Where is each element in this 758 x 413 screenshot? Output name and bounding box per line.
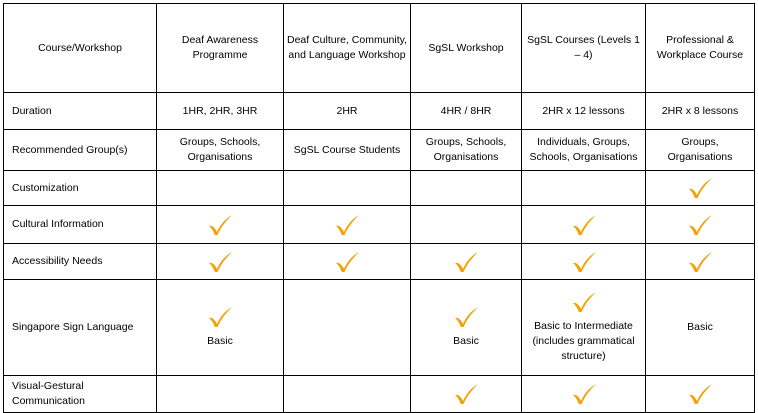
check-icon bbox=[207, 306, 233, 328]
level-note: Basic bbox=[453, 335, 479, 347]
cultural-cell bbox=[646, 206, 755, 244]
row-label-customization: Customization bbox=[4, 171, 157, 206]
recommended-group-row bbox=[4, 130, 755, 171]
accessibility-cell bbox=[411, 244, 522, 280]
check-icon bbox=[334, 251, 360, 273]
course-comparison-table bbox=[3, 3, 755, 413]
check-icon bbox=[687, 177, 713, 199]
accessibility-cell bbox=[522, 244, 646, 280]
sgsl-cell bbox=[646, 280, 755, 376]
cell-content bbox=[160, 306, 280, 349]
visual-gestural-row bbox=[4, 376, 755, 413]
check-icon bbox=[207, 214, 233, 236]
customization-cell bbox=[411, 171, 522, 206]
check-icon bbox=[571, 383, 597, 405]
cell-content bbox=[649, 251, 751, 273]
header-deaf-awareness: Deaf Awareness Programme bbox=[157, 4, 284, 93]
group-cell: Groups, Organisations bbox=[646, 130, 755, 171]
check-icon bbox=[334, 214, 360, 236]
cultural-information-row bbox=[4, 206, 755, 244]
group-cell: SgSL Course Students bbox=[284, 130, 411, 171]
header-row bbox=[4, 4, 755, 93]
visual-cell bbox=[284, 376, 411, 413]
row-label-singapore-sign-language: Singapore Sign Language bbox=[4, 280, 157, 376]
duration-cell: 2HR x 12 lessons bbox=[522, 93, 646, 130]
header-course-workshop: Course/Workshop bbox=[4, 4, 157, 93]
accessibility-cell bbox=[157, 244, 284, 280]
cell-content bbox=[649, 320, 751, 335]
check-icon bbox=[207, 251, 233, 273]
check-icon bbox=[687, 214, 713, 236]
cell-content bbox=[414, 306, 518, 349]
customization-cell bbox=[284, 171, 411, 206]
cell-content bbox=[649, 214, 751, 236]
cultural-cell bbox=[157, 206, 284, 244]
header-sgsl-courses: SgSL Courses (Levels 1 – 4) bbox=[522, 4, 646, 93]
visual-cell bbox=[522, 376, 646, 413]
duration-cell: 2HR bbox=[284, 93, 411, 130]
sgsl-cell bbox=[157, 280, 284, 376]
visual-cell bbox=[411, 376, 522, 413]
accessibility-cell bbox=[284, 244, 411, 280]
customization-cell bbox=[646, 171, 755, 206]
sgsl-cell bbox=[284, 280, 411, 376]
accessibility-cell bbox=[646, 244, 755, 280]
group-cell: Groups, Schools, Organisations bbox=[411, 130, 522, 171]
visual-cell bbox=[646, 376, 755, 413]
cell-content bbox=[525, 291, 642, 364]
course-comparison-table-wrapper bbox=[3, 3, 755, 413]
check-icon bbox=[571, 291, 597, 313]
duration-cell: 2HR x 8 lessons bbox=[646, 93, 755, 130]
check-icon bbox=[453, 306, 479, 328]
cell-content bbox=[160, 214, 280, 236]
sgsl-cell bbox=[411, 280, 522, 376]
level-note: Basic to Intermediate (includes grammatical structure) bbox=[532, 320, 635, 362]
duration-cell: 4HR / 8HR bbox=[411, 93, 522, 130]
level-note: Basic bbox=[207, 335, 233, 347]
cell-content bbox=[160, 251, 280, 273]
customization-cell bbox=[157, 171, 284, 206]
level-note: Basic bbox=[687, 321, 713, 333]
cultural-cell bbox=[284, 206, 411, 244]
row-label-duration: Duration bbox=[4, 93, 157, 130]
cultural-cell bbox=[522, 206, 646, 244]
cultural-cell bbox=[411, 206, 522, 244]
row-label-recommended-group: Recommended Group(s) bbox=[4, 130, 157, 171]
cell-content bbox=[525, 383, 642, 405]
cell-content bbox=[525, 251, 642, 273]
check-icon bbox=[687, 251, 713, 273]
header-sgsl-workshop: SgSL Workshop bbox=[411, 4, 522, 93]
visual-cell bbox=[157, 376, 284, 413]
cell-content bbox=[525, 214, 642, 236]
customization-row bbox=[4, 171, 755, 206]
check-icon bbox=[453, 383, 479, 405]
cell-content bbox=[287, 251, 407, 273]
cell-content bbox=[414, 251, 518, 273]
duration-cell: 1HR, 2HR, 3HR bbox=[157, 93, 284, 130]
header-deaf-culture: Deaf Culture, Community, and Language Workshop bbox=[284, 4, 411, 93]
check-icon bbox=[453, 251, 479, 273]
customization-cell bbox=[522, 171, 646, 206]
cell-content bbox=[287, 214, 407, 236]
cell-content bbox=[649, 383, 751, 405]
cell-content bbox=[649, 177, 751, 199]
group-cell: Groups, Schools, Organisations bbox=[157, 130, 284, 171]
sgsl-cell bbox=[522, 280, 646, 376]
header-professional: Professional & Workplace Course bbox=[646, 4, 755, 93]
accessibility-needs-row bbox=[4, 244, 755, 280]
cell-content bbox=[414, 383, 518, 405]
row-label-cultural-information: Cultural Information bbox=[4, 206, 157, 244]
check-icon bbox=[571, 214, 597, 236]
group-cell: Individuals, Groups, Schools, Organisations bbox=[522, 130, 646, 171]
row-label-visual-gestural: Visual-Gestural Communication bbox=[4, 376, 157, 413]
row-label-accessibility-needs: Accessibility Needs bbox=[4, 244, 157, 280]
check-icon bbox=[571, 251, 597, 273]
singapore-sign-language-row bbox=[4, 280, 755, 376]
duration-row bbox=[4, 93, 755, 130]
check-icon bbox=[687, 383, 713, 405]
